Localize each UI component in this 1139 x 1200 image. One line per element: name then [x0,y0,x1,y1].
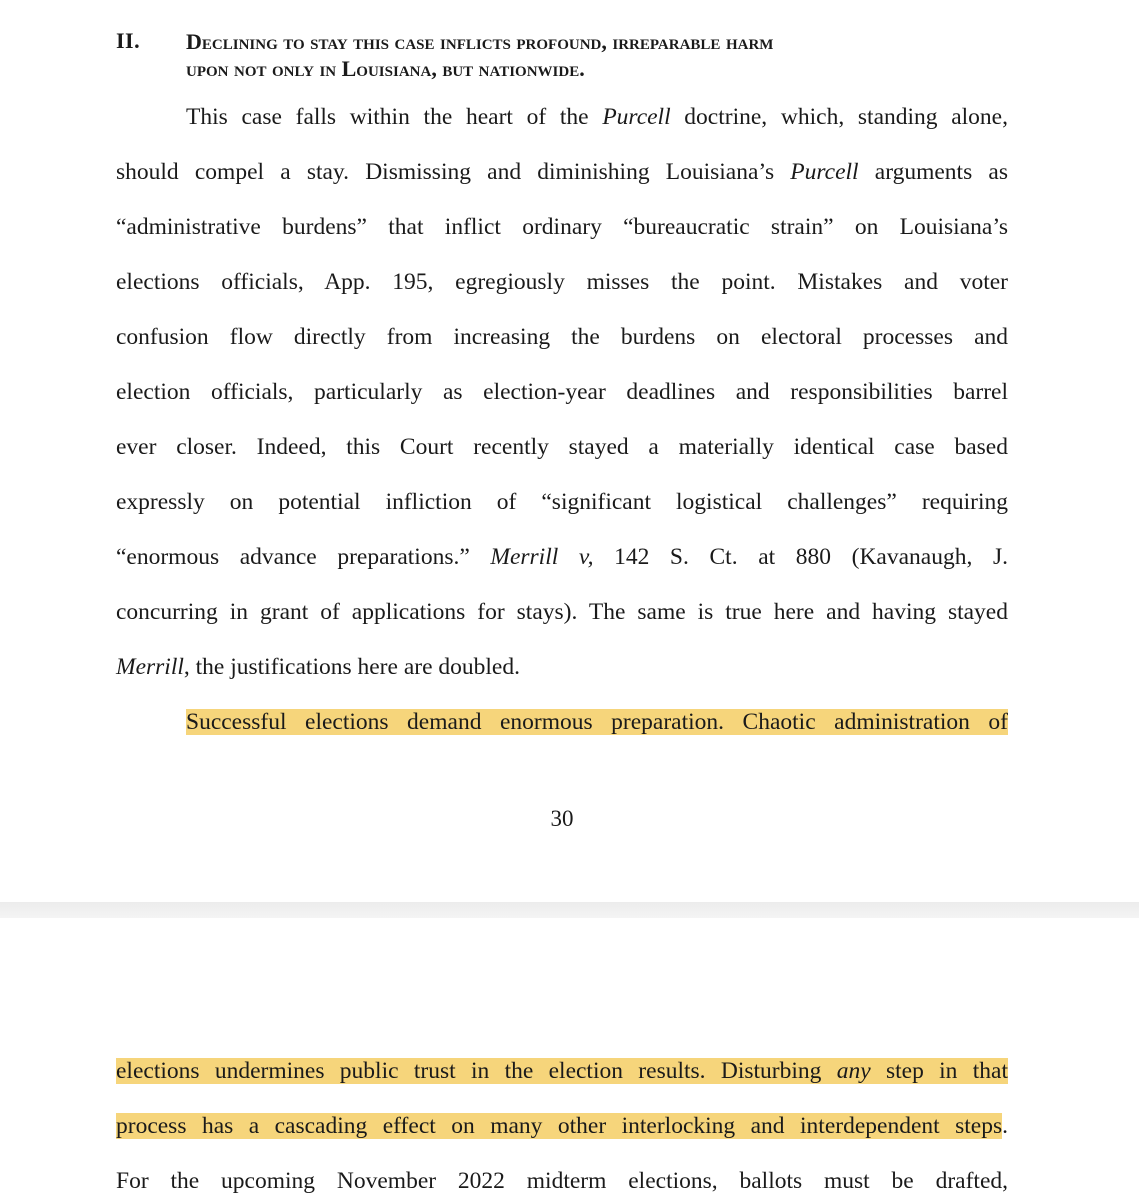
text-run: doctrine, which, standing alone, [670,104,1008,130]
paragraph-line: expressly on potential infliction of “significant logistical challenges” requiring [116,489,1008,515]
case-name-italic: Merrill v, [490,544,594,570]
emphasis-italic: any [836,1058,871,1084]
text-run: step in that [870,1058,1008,1084]
paragraph-line: For the upcoming November 2022 midterm elections, ballots must be drafted, [116,1168,1008,1194]
text-run: arguments as [858,159,1008,185]
paragraph-line: election officials, particularly as election-year deadlines and responsibilities barrel [116,379,1008,405]
page-separator [0,902,1139,918]
text-run: 142 S. Ct. at 880 (Kavanaugh, J. [593,544,1008,570]
section-heading-line-2: upon not only in Louisiana, but nationwide. [186,56,585,81]
highlight [116,1058,1008,1084]
section-heading [186,28,1008,82]
paragraph-line: elections officials, App. 195, egregiously misses the point. Mistakes and voter [116,269,1008,295]
text-run: This case falls within the heart of the [186,104,603,130]
highlighted-line [116,1111,1008,1141]
highlighted-line [116,1056,1008,1086]
paragraph-line [186,102,1008,132]
case-name-italic: Purcell [602,104,671,130]
text-run: elections undermines public trust in the election results. Disturbing [116,1058,837,1084]
case-name-italic: Purcell [790,159,859,185]
paragraph-line [116,542,1008,572]
paragraph-line: confusion flow directly from increasing the burdens on electoral processes and [116,324,1008,350]
section-number: II. [116,28,141,53]
text-run: “enormous advance preparations.” [116,544,491,570]
paragraph-line: ever closer. Indeed, this Court recently stayed a materially identical case based [116,434,1008,460]
document-page-31 [0,918,1139,1200]
page-number: 30 [550,806,574,831]
highlight: Successful elections demand enormous preparation. Chaotic administration of [186,709,1008,735]
paragraph-line [116,157,1008,187]
paragraph-line: concurring in grant of applications for stays). The same is true here and having stayed [116,599,1008,625]
text-run: should compel a stay. Dismissing and diminishing Louisiana’s [116,159,791,185]
section-heading-line-1: Declining to stay this case inflicts profound, irreparable harm [186,29,774,54]
paragraph-line: “administrative burdens” that inflict ordinary “bureaucratic strain” on Louisiana’s [116,214,1008,240]
text-run: . [1002,1113,1008,1139]
highlighted-line [186,707,1008,737]
text-run: , the justifications here are doubled. [183,654,520,680]
highlight: process has a cascading effect on many other interlocking and interdependent steps [116,1113,1003,1139]
paragraph-line [116,652,1008,682]
case-name-italic: Merrill [116,654,184,680]
